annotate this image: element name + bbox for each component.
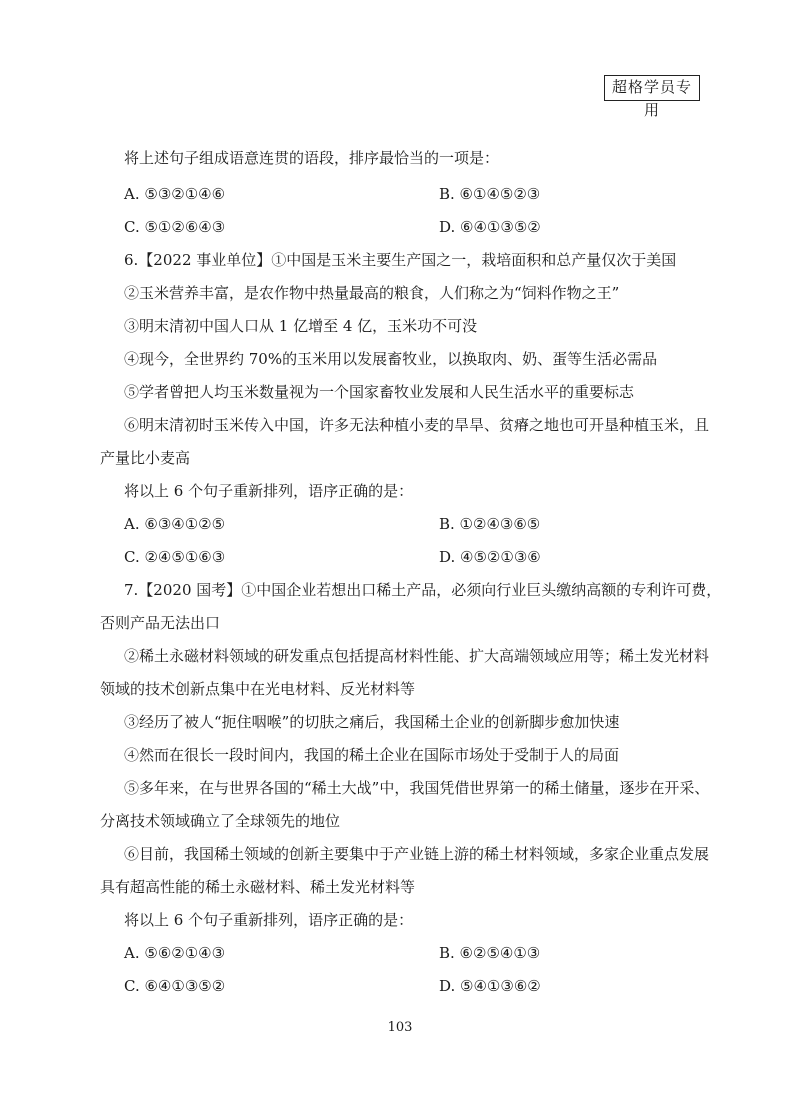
q6-sentence-1: 6.【2022 事业单位】①中国是玉米主要生产国之一，栽培面积和总产量仅次于美国 (124, 251, 677, 269)
q7-option-b: B. ⑥②⑤④①③ (439, 944, 541, 962)
q5-option-c: C. ⑤①②⑥④③ (124, 218, 226, 236)
q7-sentence-6-cont: 具有超高性能的稀土永磁材料、稀土发光材料等 (100, 878, 416, 896)
q6-option-a: A. ⑥③④①②⑤ (124, 515, 226, 533)
student-only-badge: 超格学员专用 (604, 75, 700, 101)
page-number: 103 (387, 1020, 413, 1035)
q7-sentence-3: ③经历了被人“扼住咽喉”的切肤之痛后，我国稀土企业的创新脚步愈加快速 (124, 713, 620, 731)
q7-sentence-1-cont: 否则产品无法出口 (100, 614, 221, 632)
q6-sentence-2: ②玉米营养丰富，是农作物中热量最高的粮食，人们称之为“饲料作物之王” (124, 284, 620, 302)
q6-sentence-6: ⑥明末清初时玉米传入中国，许多无法种植小麦的旱旱、贫瘠之地也可开垦种植玉米，且 (124, 416, 710, 434)
q7-sentence-2: ②稀土永磁材料领域的研发重点包括提高材料性能、扩大高端领域应用等；稀土发光材料 (124, 647, 710, 665)
q6-option-d: D. ④⑤②①③⑥ (439, 548, 541, 566)
q7-prompt: 将以上 6 个句子重新排列，语序正确的是： (124, 911, 414, 929)
q7-option-d: D. ⑤④①③⑥② (439, 977, 541, 995)
q5-option-d: D. ⑥④①③⑤② (439, 218, 541, 236)
q7-sentence-2-cont: 领域的技术创新点集中在光电材料、反光材料等 (100, 680, 416, 698)
q6-prompt: 将以上 6 个句子重新排列，语序正确的是： (124, 482, 414, 500)
q6-sentence-4: ④现今，全世界约 70%的玉米用以发展畜牧业，以换取肉、奶、蛋等生活必需品 (124, 350, 658, 368)
q7-sentence-5-cont: 分离技术领域确立了全球领先的地位 (100, 812, 341, 830)
q6-option-c: C. ②④⑤①⑥③ (124, 548, 226, 566)
q7-sentence-5: ⑤多年来，在与世界各国的“稀土大战”中，我国凭借世界第一的稀土储量，逐步在开采、 (124, 779, 710, 797)
q5-option-b: B. ⑥①④⑤②③ (439, 185, 541, 203)
q7-sentence-1: 7.【2020 国考】①中国企业若想出口稀土产品，必须向行业巨头缴纳高额的专利许可费， (124, 581, 722, 599)
q6-sentence-3: ③明末清初中国人口从 1 亿增至 4 亿，玉米功不可没 (124, 317, 478, 335)
q6-option-b: B. ①②④③⑥⑤ (439, 515, 541, 533)
q6-sentence-6-cont: 产量比小麦高 (100, 449, 191, 467)
q7-sentence-6: ⑥目前，我国稀土领域的创新主要集中于产业链上游的稀土材料领域，多家企业重点发展 (124, 845, 710, 863)
q7-option-a: A. ⑤⑥②①④③ (124, 944, 226, 962)
q6-sentence-5: ⑤学者曾把人均玉米数量视为一个国家畜牧业发展和人民生活水平的重要标志 (124, 383, 635, 401)
q5-option-a: A. ⑤③②①④⑥ (124, 185, 226, 203)
q7-sentence-4: ④然而在很长一段时间内，我国的稀土企业在国际市场处于受制于人的局面 (124, 746, 620, 764)
q7-option-c: C. ⑥④①③⑤② (124, 977, 226, 995)
q5-prompt: 将上述句子组成语意连贯的语段，排序最恰当的一项是： (124, 149, 500, 167)
